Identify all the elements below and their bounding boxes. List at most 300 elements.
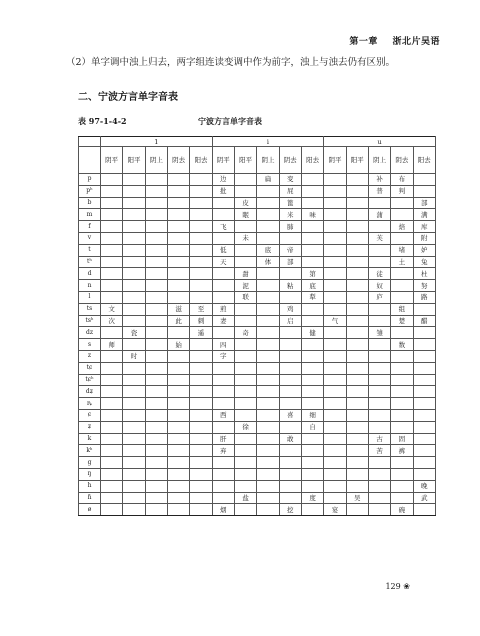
syllable-cell (301, 256, 323, 268)
syllable-cell (145, 350, 167, 362)
syllable-cell (346, 468, 368, 480)
syllable-cell: 雏 (368, 327, 390, 339)
table-row (79, 209, 436, 221)
syllable-cell (234, 315, 256, 327)
tone-header: 阳去 (190, 147, 212, 174)
syllable-cell: 未 (234, 232, 256, 244)
page-mark: ❀ (403, 582, 410, 591)
syllable-cell (279, 374, 301, 386)
syllable-cell (391, 480, 413, 492)
initial-cell: t (79, 244, 101, 256)
syllable-cell (391, 280, 413, 292)
syllable-cell (346, 197, 368, 209)
syllable-cell: 数 (391, 339, 413, 351)
running-header (349, 34, 440, 47)
syllable-cell (368, 339, 390, 351)
syllable-cell (346, 362, 368, 374)
syllable-cell (190, 280, 212, 292)
syllable-cell (346, 339, 368, 351)
syllable-cell (123, 386, 145, 398)
syllable-cell (324, 268, 346, 280)
syllable-cell (101, 221, 123, 233)
syllable-cell (324, 457, 346, 469)
syllable-cell (145, 504, 167, 516)
syllable-cell (301, 374, 323, 386)
syllable-cell (301, 504, 323, 516)
syllable-cell: 醋 (413, 315, 435, 327)
syllable-cell: 库 (413, 221, 435, 233)
table-row (79, 315, 436, 327)
syllable-cell: 武 (413, 492, 435, 504)
syllable-cell (257, 232, 279, 244)
syllable-cell (413, 327, 435, 339)
syllable-cell (123, 362, 145, 374)
table-row (79, 174, 436, 186)
syllable-cell (190, 398, 212, 410)
syllable-cell (123, 174, 145, 186)
syllable-cell (368, 303, 390, 315)
initial-cell: v (79, 232, 101, 244)
syllable-cell: 判 (391, 185, 413, 197)
syllable-cell (301, 468, 323, 480)
syllable-cell (346, 421, 368, 433)
syllable-cell: 底 (301, 280, 323, 292)
syllable-cell (257, 492, 279, 504)
syllable-cell: 粘 (279, 280, 301, 292)
syllable-cell: 瓷 (123, 327, 145, 339)
initial-cell: p (79, 174, 101, 186)
syllable-cell (324, 280, 346, 292)
syllable-cell (346, 303, 368, 315)
syllable-cell (391, 421, 413, 433)
syllable-cell: 自 (301, 421, 323, 433)
syllable-cell (257, 291, 279, 303)
tone-header: 阴上 (368, 147, 390, 174)
syllable-cell (368, 350, 390, 362)
initial-cell: b (79, 197, 101, 209)
syllable-cell (145, 268, 167, 280)
syllable-cell (123, 221, 145, 233)
syllable-cell: 甜 (234, 268, 256, 280)
tone-header-row (79, 147, 436, 174)
table-row (79, 398, 436, 410)
syllable-cell (391, 268, 413, 280)
syllable-cell (101, 256, 123, 268)
syllable-cell (413, 468, 435, 480)
syllable-cell (346, 185, 368, 197)
syllable-cell (123, 280, 145, 292)
syllable-cell (324, 362, 346, 374)
syllable-cell: 时 (123, 350, 145, 362)
syllable-cell (234, 374, 256, 386)
syllable-cell (279, 268, 301, 280)
syllable-cell (190, 268, 212, 280)
syllable-cell (190, 386, 212, 398)
syllable-cell: 屁 (279, 185, 301, 197)
syllable-cell (167, 374, 189, 386)
syllable-cell (368, 386, 390, 398)
syllable-cell (123, 421, 145, 433)
syllable-cell (346, 268, 368, 280)
syllable-cell (346, 280, 368, 292)
tone-header: 阴平 (324, 147, 346, 174)
syllable-cell (346, 291, 368, 303)
syllable-cell (212, 268, 234, 280)
syllable-cell (190, 492, 212, 504)
syllable-cell (257, 315, 279, 327)
syllable-cell (145, 303, 167, 315)
syllable-cell (234, 398, 256, 410)
syllable-cell (167, 280, 189, 292)
syllable-cell (101, 209, 123, 221)
syllable-cell: 泥 (234, 280, 256, 292)
syllable-cell (301, 339, 323, 351)
syllable-cell: 弃 (212, 445, 234, 457)
syllable-cell (257, 386, 279, 398)
syllable-cell (368, 197, 390, 209)
syllable-cell (234, 303, 256, 315)
syllable-cell (391, 398, 413, 410)
page-footer (385, 582, 410, 591)
syllable-cell: 碗 (391, 504, 413, 516)
syllable-cell: 喜 (279, 409, 301, 421)
syllable-cell: 气 (324, 315, 346, 327)
syllable-cell (257, 221, 279, 233)
syllable-cell (190, 339, 212, 351)
syllable-cell: 奴 (368, 280, 390, 292)
syllable-cell (279, 492, 301, 504)
syllable-cell (145, 433, 167, 445)
syllable-cell (413, 409, 435, 421)
syllable-cell: 妻 (212, 315, 234, 327)
syllable-cell (346, 398, 368, 410)
syllable-cell (368, 468, 390, 480)
syllable-cell: 努 (413, 280, 435, 292)
table-row (79, 185, 436, 197)
syllable-cell: 帝 (279, 244, 301, 256)
syllable-cell (324, 350, 346, 362)
syllable-cell (413, 339, 435, 351)
syllable-cell (167, 197, 189, 209)
syllable-cell (101, 457, 123, 469)
syllable-cell (101, 185, 123, 197)
syllable-cell (123, 315, 145, 327)
page-number: 129 (385, 582, 401, 591)
syllable-cell (145, 468, 167, 480)
syllable-cell (324, 221, 346, 233)
syllable-cell: 眠 (234, 209, 256, 221)
syllable-cell: 师 (101, 339, 123, 351)
syllable-cell (301, 174, 323, 186)
syllable-cell (190, 174, 212, 186)
table-row (79, 327, 436, 339)
syllable-cell (145, 480, 167, 492)
syllable-cell (279, 445, 301, 457)
tone-header: 阴平 (101, 147, 123, 174)
syllable-cell (167, 445, 189, 457)
syllable-cell (212, 468, 234, 480)
tone-header: 阴去 (279, 147, 301, 174)
syllable-cell (368, 457, 390, 469)
syllable-cell (167, 468, 189, 480)
initial-cell: ɦ (79, 492, 101, 504)
syllable-cell: 芙 (368, 232, 390, 244)
tone-header: 阳去 (301, 147, 323, 174)
syllable-cell (413, 374, 435, 386)
syllable-cell: 蒲 (368, 209, 390, 221)
section-heading: 二、宁波方言单字音表 (78, 92, 178, 103)
syllable-cell: 堵 (391, 244, 413, 256)
syllable-cell: 天 (212, 256, 234, 268)
syllable-cell (257, 433, 279, 445)
syllable-cell (324, 445, 346, 457)
syllable-cell: 字 (212, 350, 234, 362)
syllable-cell (190, 409, 212, 421)
syllable-cell: 底 (257, 244, 279, 256)
syllable-cell: 此 (167, 315, 189, 327)
syllable-cell (279, 339, 301, 351)
syllable-cell (279, 362, 301, 374)
syllable-cell (301, 244, 323, 256)
syllable-cell (101, 197, 123, 209)
syllable-cell (212, 457, 234, 469)
syllable-cell: 滋 (167, 303, 189, 315)
syllable-cell (324, 197, 346, 209)
tone-header: 阳平 (123, 147, 145, 174)
syllable-cell (190, 221, 212, 233)
syllable-cell (257, 480, 279, 492)
syllable-cell (190, 457, 212, 469)
syllable-cell (101, 291, 123, 303)
syllable-cell: 烟 (212, 504, 234, 516)
syllable-cell (346, 457, 368, 469)
syllable-cell (324, 291, 346, 303)
syllable-cell (413, 174, 435, 186)
syllable-cell (190, 350, 212, 362)
syllable-cell (234, 504, 256, 516)
syllable-cell (101, 362, 123, 374)
syllable-cell (346, 244, 368, 256)
syllable-cell: 至 (190, 303, 212, 315)
syllable-cell (346, 433, 368, 445)
syllable-cell (324, 374, 346, 386)
syllable-cell (234, 386, 256, 398)
syllable-cell (301, 185, 323, 197)
syllable-cell (101, 480, 123, 492)
syllable-cell: 苦 (368, 445, 390, 457)
syllable-cell: 布 (391, 174, 413, 186)
syllable-cell (101, 433, 123, 445)
table-row (79, 492, 436, 504)
syllable-cell (190, 291, 212, 303)
tone-header: 阴上 (257, 147, 279, 174)
initial-cell: dʑ (79, 386, 101, 398)
tone-header: 阴去 (391, 147, 413, 174)
syllable-cell: 裤 (391, 445, 413, 457)
initial-cell: ŋ (79, 468, 101, 480)
syllable-cell (279, 232, 301, 244)
syllable-cell: 焙 (391, 221, 413, 233)
syllable-cell (145, 374, 167, 386)
syllable-cell (413, 445, 435, 457)
syllable-cell (190, 197, 212, 209)
syllable-cell (324, 421, 346, 433)
syllable-cell (368, 374, 390, 386)
syllable-cell (145, 221, 167, 233)
syllable-cell (391, 197, 413, 209)
syllable-cell (123, 468, 145, 480)
syllable-cell (101, 350, 123, 362)
initial-cell: f (79, 221, 101, 233)
syllable-cell (190, 445, 212, 457)
syllable-cell (391, 492, 413, 504)
syllable-cell (346, 232, 368, 244)
syllable-cell: 晚 (413, 480, 435, 492)
syllable-cell (212, 280, 234, 292)
syllable-cell (212, 398, 234, 410)
syllable-cell (413, 185, 435, 197)
syllable-cell (301, 315, 323, 327)
syllable-cell (368, 256, 390, 268)
syllable-cell (190, 362, 212, 374)
syllable-cell (167, 492, 189, 504)
syllable-cell (301, 350, 323, 362)
syllable-cell (101, 409, 123, 421)
syllable-cell: 徒 (368, 268, 390, 280)
syllable-cell: 细 (301, 409, 323, 421)
syllable-cell (167, 398, 189, 410)
syllable-cell (123, 209, 145, 221)
syllable-cell (279, 386, 301, 398)
syllable-cell (123, 504, 145, 516)
syllable-cell (257, 268, 279, 280)
syllable-cell: 满 (413, 209, 435, 221)
syllable-cell: 徐 (234, 421, 256, 433)
syllable-cell (346, 315, 368, 327)
syllable-cell (346, 221, 368, 233)
syllable-cell: 飞 (212, 221, 234, 233)
syllable-cell (301, 480, 323, 492)
syllable-cell (279, 421, 301, 433)
table-row (79, 197, 436, 209)
syllable-cell: 宴 (324, 504, 346, 516)
syllable-cell (391, 232, 413, 244)
syllable-cell (257, 362, 279, 374)
syllable-cell (123, 268, 145, 280)
syllable-cell (234, 468, 256, 480)
syllable-cell (301, 433, 323, 445)
syllable-cell (391, 327, 413, 339)
syllable-cell: 皮 (234, 197, 256, 209)
syllable-cell (123, 197, 145, 209)
syllable-cell: 味 (301, 209, 323, 221)
syllable-cell: 启 (279, 315, 301, 327)
syllable-cell: 体 (257, 256, 279, 268)
syllable-cell (167, 244, 189, 256)
syllable-cell: 楚 (391, 315, 413, 327)
syllable-table (78, 136, 436, 516)
syllable-cell (212, 480, 234, 492)
syllable-cell (257, 303, 279, 315)
syllable-cell (212, 492, 234, 504)
syllable-cell (391, 350, 413, 362)
syllable-cell (234, 480, 256, 492)
syllable-cell: 篦 (279, 197, 301, 209)
syllable-cell (301, 232, 323, 244)
table-row (79, 221, 436, 233)
syllable-cell (279, 291, 301, 303)
syllable-cell (301, 386, 323, 398)
syllable-cell (167, 185, 189, 197)
syllable-cell: 变 (279, 174, 301, 186)
syllable-cell (145, 256, 167, 268)
syllable-cell (123, 185, 145, 197)
syllable-cell: 扁 (257, 174, 279, 186)
syllable-cell (145, 457, 167, 469)
syllable-cell (257, 350, 279, 362)
syllable-cell: 肝 (212, 433, 234, 445)
syllable-cell (324, 327, 346, 339)
syllable-cell (391, 291, 413, 303)
syllable-cell (167, 480, 189, 492)
syllable-cell (257, 327, 279, 339)
initial-cell: m (79, 209, 101, 221)
table-row (79, 504, 436, 516)
syllable-cell: 煎 (212, 303, 234, 315)
syllable-cell (212, 421, 234, 433)
syllable-cell (279, 327, 301, 339)
syllable-cell (167, 504, 189, 516)
syllable-cell (368, 409, 390, 421)
initial-cell: tɕ (79, 362, 101, 374)
syllable-cell (391, 209, 413, 221)
syllable-cell: 吴 (346, 492, 368, 504)
syllable-cell (301, 362, 323, 374)
syllable-cell (391, 374, 413, 386)
initial-cell: s (79, 339, 101, 351)
syllable-cell (413, 303, 435, 315)
syllable-cell (368, 244, 390, 256)
syllable-cell (234, 244, 256, 256)
initial-cell: dz (79, 327, 101, 339)
syllable-cell (212, 232, 234, 244)
final-header: u (324, 137, 436, 147)
syllable-cell (101, 232, 123, 244)
syllable-cell (257, 374, 279, 386)
table-row (79, 386, 436, 398)
syllable-cell (279, 468, 301, 480)
syllable-cell (145, 280, 167, 292)
syllable-cell (346, 209, 368, 221)
syllable-cell (301, 303, 323, 315)
syllable-cell (145, 421, 167, 433)
initial-cell: ts (79, 303, 101, 315)
table-row (79, 256, 436, 268)
table-row (79, 409, 436, 421)
syllable-cell (257, 421, 279, 433)
initial-cell: d (79, 268, 101, 280)
syllable-cell (324, 303, 346, 315)
syllable-cell (167, 457, 189, 469)
syllable-cell (234, 339, 256, 351)
syllable-cell (324, 480, 346, 492)
syllable-cell (324, 339, 346, 351)
table-row (79, 280, 436, 292)
syllable-cell (167, 221, 189, 233)
syllable-cell (167, 409, 189, 421)
syllable-cell: 兔 (413, 256, 435, 268)
syllable-cell (167, 209, 189, 221)
